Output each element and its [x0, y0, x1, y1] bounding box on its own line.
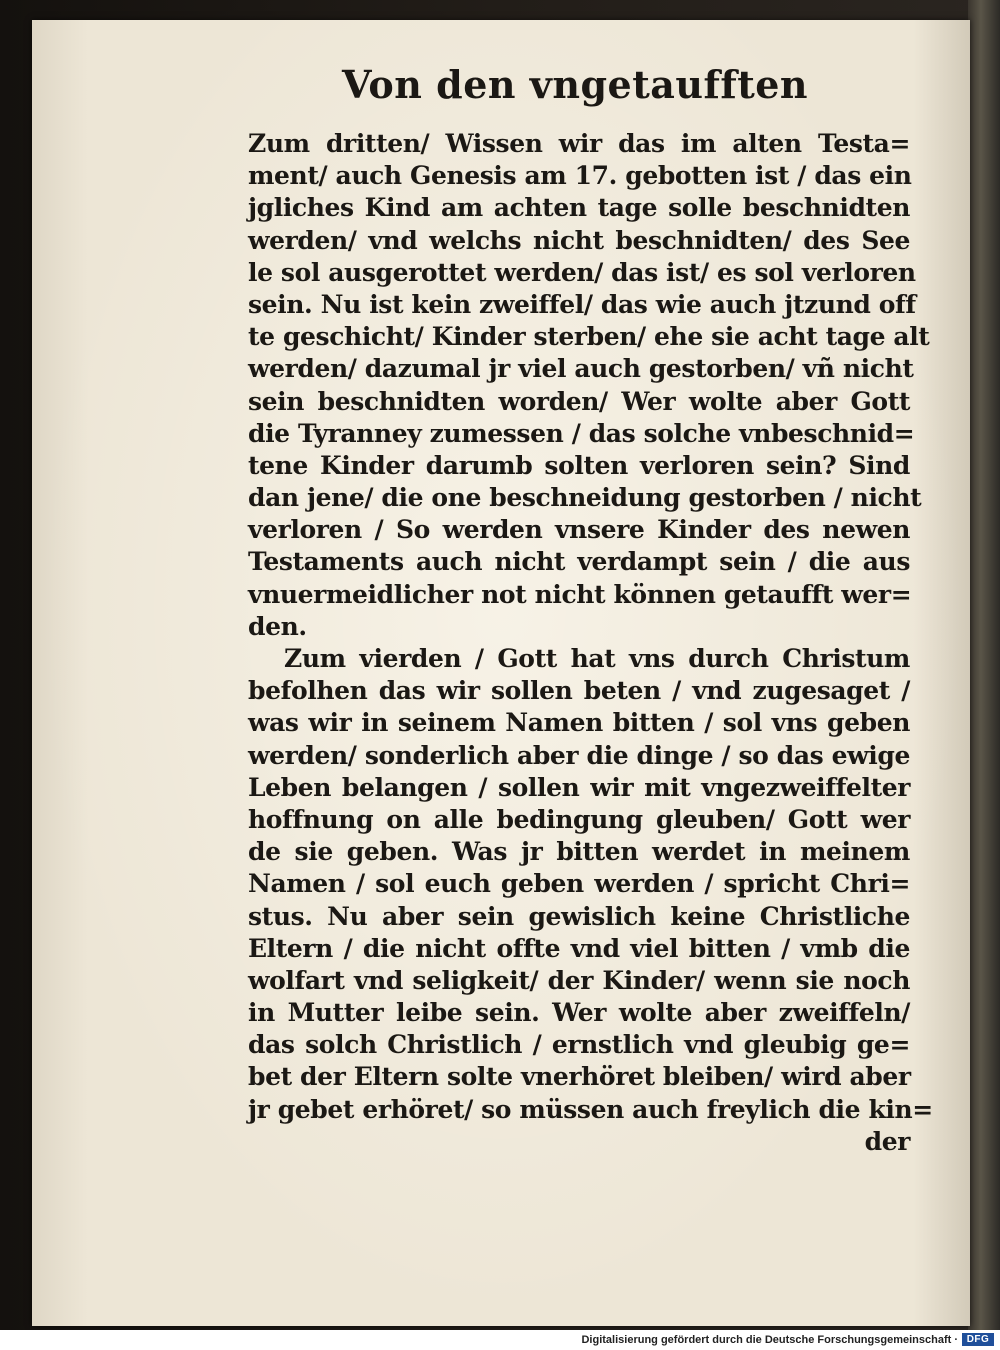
text-line-1: Zum dritten/ Wissen wir das im alten Testa=: [248, 129, 910, 158]
text-line-30: bet der Eltern solte vnerhöret bleiben/ wird aber: [248, 1062, 911, 1092]
text-line-25: stus. Nu aber sein gewislich keine Christliche: [248, 901, 910, 931]
text-line-3: jgliches Kind am achten tage solle beschnidten: [248, 193, 910, 223]
text-line-2: ment/ auch Genesis am 17. gebotten ist / das ein: [248, 161, 912, 191]
text-line-11: tene Kinder darumb solten verloren sein? Sind: [248, 450, 910, 480]
dfg-logo: DFG: [962, 1333, 994, 1346]
body-text: [248, 128, 933, 1158]
funding-credit: Digitalisierung gefördert durch die Deutsche Forschungsgemeinschaft ·: [581, 1334, 958, 1346]
text-line-13: verloren / So werden vnsere Kinder des newen: [248, 515, 910, 545]
text-line-26: Eltern / die nicht offte vnd viel bitten / vmb die: [248, 933, 910, 963]
text-line-7: te geschicht/ Kinder sterben/ ehe sie acht tage alt: [248, 322, 930, 352]
text-line-14: Testaments auch nicht verdampt sein / die aus: [248, 547, 910, 577]
text-line-23: de sie geben. Was jr bitten werdet in meinem: [248, 837, 910, 867]
text-line-19: was wir in seinem Namen bitten / sol vns geben: [248, 708, 910, 738]
text-line-29: das solch Christlich / ernstlich vnd gleubig ge=: [248, 1030, 910, 1060]
footer-bar: [0, 1330, 1000, 1350]
text-line-12: dan jene/ die one beschneidung gestorben / nicht: [248, 483, 922, 513]
text-line-4: werden/ vnd welchs nicht beschnidten/ des See: [248, 225, 910, 255]
text-line-18: befolhen das wir sollen beten / vnd zugesaget /: [248, 676, 910, 706]
book-edge: [968, 0, 1000, 1330]
text-line-31: jr gebet erhöret/ so müssen auch freylich die kin=: [248, 1094, 933, 1124]
text-line-10: die Tyranney zumessen / das solche vnbeschnid=: [248, 418, 915, 448]
text-line-15: vnuermeidlicher not nicht können getaufft wer=: [248, 579, 912, 609]
text-line-16: den.: [248, 611, 307, 641]
text-line-21: Leben belangen / sollen wir mit vngezweiffelter: [248, 772, 910, 802]
text-line-24: Namen / sol euch geben werden / spricht Chri=: [248, 869, 910, 899]
catchword: der: [864, 1126, 910, 1156]
page-header: Von den vngetaufften: [341, 62, 809, 107]
text-line-5: le sol ausgerottet werden/ das ist/ es sol verloren: [248, 257, 916, 287]
text-line-28: in Mutter leibe sein. Wer wolte aber zweiffeln/: [248, 998, 910, 1028]
text-line-22: hoffnung on alle bedingung gleuben/ Gott wer: [248, 804, 910, 834]
text-line-8: werden/ dazumal jr viel auch gestorben/ vñ nicht: [248, 354, 914, 384]
text-line-27: wolfart vnd seligkeit/ der Kinder/ wenn sie noch: [248, 965, 910, 995]
text-line-6: sein. Nu ist kein zweiffel/ das wie auch jtzund off: [248, 289, 916, 319]
text-line-20: werden/ sonderlich aber die dinge / so das ewige: [248, 740, 910, 770]
text-line-9: sein beschnidten worden/ Wer wolte aber Gott: [248, 386, 910, 416]
text-line-17: Zum vierden / Gott hat vns durch Christum: [284, 644, 910, 673]
